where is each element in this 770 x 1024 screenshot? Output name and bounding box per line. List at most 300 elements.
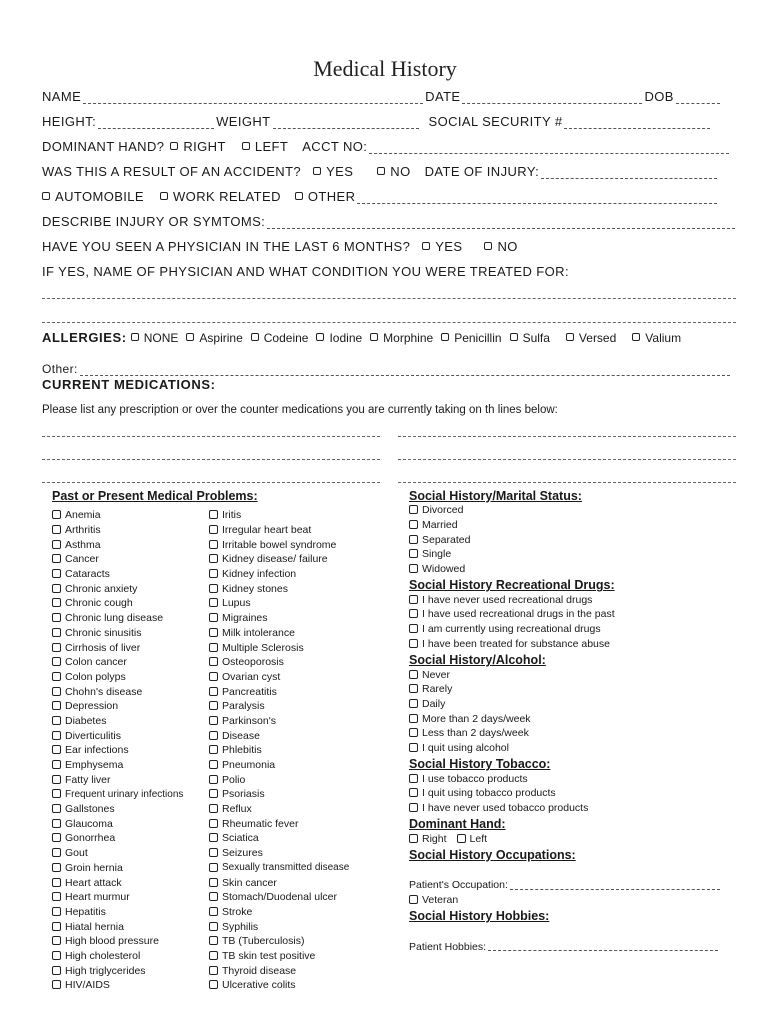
checkbox-icon[interactable] xyxy=(409,520,418,529)
checkbox-label: I quit using alcohol xyxy=(422,741,509,754)
checkbox-label: Seizures xyxy=(222,847,263,860)
checkbox-icon[interactable] xyxy=(131,333,139,341)
checkbox-label: Pancreatitis xyxy=(222,685,277,698)
checkbox-item[interactable] xyxy=(209,655,349,670)
checkbox-item[interactable] xyxy=(52,846,183,861)
checkbox-label: Fatty liver xyxy=(65,773,111,786)
checkbox-label: High cholesterol xyxy=(65,949,141,962)
allergy-option[interactable]: Codeine xyxy=(251,331,309,345)
checkbox-item[interactable] xyxy=(209,596,349,611)
checkbox-icon[interactable] xyxy=(52,775,61,784)
checkbox-icon[interactable] xyxy=(409,803,418,812)
checkbox-item[interactable] xyxy=(209,581,349,596)
checkbox-item[interactable] xyxy=(409,607,749,622)
checkbox-item[interactable] xyxy=(209,978,349,993)
checkbox-icon[interactable] xyxy=(209,510,218,519)
other-option[interactable]: OTHER xyxy=(295,189,356,204)
checkbox-item[interactable] xyxy=(209,714,349,729)
checkbox-item[interactable] xyxy=(209,772,349,787)
checkbox-icon[interactable] xyxy=(52,584,61,593)
checkbox-icon[interactable] xyxy=(52,878,61,887)
checkbox-label: Heart murmur xyxy=(65,891,130,904)
checkbox-icon[interactable] xyxy=(409,670,418,679)
checkbox-icon[interactable] xyxy=(209,584,218,593)
right-option[interactable]: RIGHT xyxy=(170,139,225,154)
ssn-label: SOCIAL SECURITY # xyxy=(428,114,563,129)
marital-heading: Social History/Marital Status: xyxy=(409,489,582,503)
checkbox-label: Cirrhosis of liver xyxy=(65,641,141,654)
checkbox-icon[interactable] xyxy=(209,878,218,887)
checkbox-icon[interactable] xyxy=(52,598,61,607)
checkbox-item[interactable] xyxy=(409,622,749,637)
checkbox-icon[interactable] xyxy=(409,505,418,514)
checkbox-icon[interactable] xyxy=(209,951,218,960)
allergy-option[interactable]: Iodine xyxy=(316,331,362,345)
checkbox-label: Sexually transmitted disease xyxy=(222,862,350,874)
checkbox-item[interactable] xyxy=(52,552,183,567)
checkbox-item[interactable] xyxy=(409,697,749,712)
allergy-option[interactable]: Morphine xyxy=(370,331,433,345)
checkbox-icon[interactable] xyxy=(209,643,218,652)
checkbox-icon[interactable] xyxy=(52,554,61,563)
checkbox-item[interactable] xyxy=(52,875,183,890)
date-label: DATE xyxy=(425,89,461,104)
describe-field[interactable] xyxy=(267,216,735,229)
occupation-field[interactable] xyxy=(510,881,720,890)
checkbox-item[interactable] xyxy=(409,771,749,786)
checkbox-icon[interactable] xyxy=(209,657,218,666)
checkbox-label: Polio xyxy=(222,773,246,786)
checkbox-item[interactable] xyxy=(209,875,349,890)
checkbox-icon[interactable] xyxy=(409,535,418,544)
checkbox-icon[interactable] xyxy=(251,333,259,341)
checkbox-icon[interactable] xyxy=(409,684,418,693)
medications-instructions: Please list any prescription or over the counter medications you are currently taking on th lines below: xyxy=(42,404,558,416)
checkbox-item[interactable] xyxy=(209,728,349,743)
medical-problems-heading-wrap xyxy=(52,486,258,503)
checkbox-label: Parkinson's xyxy=(222,714,276,727)
checkbox-label: Paralysis xyxy=(222,700,265,713)
checkbox-icon[interactable] xyxy=(409,834,418,843)
checkbox-icon[interactable] xyxy=(409,714,418,723)
checkbox-icon[interactable] xyxy=(52,510,61,519)
checkbox-icon[interactable] xyxy=(209,731,218,740)
describe-row xyxy=(42,209,737,229)
checkbox-icon[interactable] xyxy=(242,142,250,150)
checkbox-icon[interactable] xyxy=(52,892,61,901)
checkbox-label: Osteoporosis xyxy=(222,656,284,669)
veteran-row[interactable] xyxy=(409,893,749,908)
checkbox-item[interactable] xyxy=(52,831,183,846)
medications-heading: CURRENT MEDICATIONS: xyxy=(42,377,216,392)
checkbox-item[interactable] xyxy=(409,503,749,518)
checkbox-label: Thyroid disease xyxy=(222,964,297,977)
checkbox-item[interactable] xyxy=(209,787,349,802)
checkbox-icon[interactable] xyxy=(209,672,218,681)
checkbox-icon[interactable] xyxy=(209,613,218,622)
checkbox-label: Never xyxy=(422,668,451,681)
checkbox-label: Sciatica xyxy=(222,832,259,845)
checkbox-item[interactable] xyxy=(209,802,349,817)
checkbox-label: Psoriasis xyxy=(222,788,265,801)
checkbox-label: Chronic lung disease xyxy=(65,612,164,625)
dob-field[interactable] xyxy=(676,91,720,104)
checkbox-item[interactable] xyxy=(209,934,349,949)
checkbox-icon[interactable] xyxy=(484,242,492,250)
checkbox-icon[interactable] xyxy=(441,333,449,341)
checkbox-icon[interactable] xyxy=(209,525,218,534)
checkbox-item[interactable] xyxy=(409,532,749,547)
checkbox-icon[interactable] xyxy=(209,922,218,931)
checkbox-icon[interactable] xyxy=(409,788,418,797)
checkbox-label: More than 2 days/week xyxy=(422,712,531,725)
checkbox-icon[interactable] xyxy=(209,907,218,916)
checkbox-item[interactable] xyxy=(209,743,349,758)
checkbox-icon[interactable] xyxy=(52,657,61,666)
checkbox-item[interactable] xyxy=(209,552,349,567)
checkbox-item[interactable] xyxy=(52,816,183,831)
checkbox-icon[interactable] xyxy=(209,745,218,754)
physician-line-2[interactable] xyxy=(42,322,736,323)
checkbox-icon[interactable] xyxy=(370,333,378,341)
allergy-option[interactable]: Versed xyxy=(566,331,616,345)
checkbox-icon[interactable] xyxy=(52,701,61,710)
checkbox-icon[interactable] xyxy=(209,775,218,784)
hand-options-row xyxy=(409,831,749,846)
medications-instructions-row xyxy=(42,396,558,416)
checkbox-icon[interactable] xyxy=(52,863,61,872)
medication-line[interactable] xyxy=(42,459,380,460)
medical-problems-col1 xyxy=(52,508,183,993)
checkbox-item[interactable] xyxy=(409,667,749,682)
name-field[interactable] xyxy=(83,91,423,104)
checkbox-item[interactable] xyxy=(409,682,749,697)
tobacco-heading: Social History Tobacco: xyxy=(409,757,551,772)
checkbox-label: Colon polyps xyxy=(65,670,126,683)
checkbox-icon[interactable] xyxy=(409,774,418,783)
checkbox-icon[interactable] xyxy=(409,595,418,604)
checkbox-item[interactable] xyxy=(209,537,349,552)
checkbox-item[interactable] xyxy=(52,655,183,670)
checkbox-item[interactable] xyxy=(52,581,183,596)
checkbox-item[interactable] xyxy=(52,743,183,758)
checkbox-icon[interactable] xyxy=(409,639,418,648)
checkbox-item[interactable] xyxy=(52,670,183,685)
checkbox-icon[interactable] xyxy=(52,745,61,754)
checkbox-item[interactable] xyxy=(52,537,183,552)
accident-yes-option[interactable]: YES xyxy=(313,164,353,179)
checkbox-icon[interactable] xyxy=(632,333,640,341)
checkbox-label: Divorced xyxy=(422,504,464,517)
acct-field[interactable] xyxy=(369,141,729,154)
physician-followup-row xyxy=(42,259,569,279)
checkbox-icon[interactable] xyxy=(160,192,168,200)
height-field[interactable] xyxy=(98,116,214,129)
checkbox-label: Chronic cough xyxy=(65,597,133,610)
checkbox-icon[interactable] xyxy=(52,936,61,945)
checkbox-icon[interactable] xyxy=(52,569,61,578)
checkbox-label: HIV/AIDS xyxy=(65,979,110,992)
checkbox-label: Single xyxy=(422,548,452,561)
checkbox-icon[interactable] xyxy=(52,922,61,931)
checkbox-item[interactable] xyxy=(209,670,349,685)
checkbox-icon[interactable] xyxy=(52,731,61,740)
allergies-label: ALLERGIES: xyxy=(42,330,127,345)
checkbox-icon[interactable] xyxy=(52,907,61,916)
checkbox-item[interactable] xyxy=(209,523,349,538)
checkbox-item[interactable] xyxy=(52,567,183,582)
checkbox-item[interactable] xyxy=(52,905,183,920)
date-field[interactable] xyxy=(462,91,642,104)
checkbox-item[interactable] xyxy=(209,611,349,626)
checkbox-item[interactable] xyxy=(52,802,183,817)
allergy-option[interactable]: Penicillin xyxy=(441,331,501,345)
checkbox-item[interactable] xyxy=(209,846,349,861)
checkbox-label: Colon cancer xyxy=(65,656,127,669)
checkbox-item[interactable] xyxy=(209,919,349,934)
checkbox-icon[interactable] xyxy=(52,951,61,960)
checkbox-icon[interactable] xyxy=(409,609,418,618)
acct-label: ACCT NO: xyxy=(302,139,368,154)
checkbox-item[interactable] xyxy=(409,547,749,562)
checkbox-item[interactable] xyxy=(52,596,183,611)
automobile-option[interactable]: AUTOMOBILE xyxy=(42,189,144,204)
checkbox-label: Milk intolerance xyxy=(222,626,295,639)
checkbox-label: Emphysema xyxy=(65,759,124,772)
checkbox-icon[interactable] xyxy=(52,760,61,769)
checkbox-label: Married xyxy=(422,519,458,532)
checkbox-icon[interactable] xyxy=(52,613,61,622)
hobbies-row xyxy=(409,939,749,954)
drugs-heading: Social History Recreational Drugs: xyxy=(409,578,615,593)
checkbox-item[interactable] xyxy=(209,699,349,714)
checkbox-icon[interactable] xyxy=(209,804,218,813)
checkbox-item[interactable] xyxy=(52,861,183,876)
checkbox-icon[interactable] xyxy=(510,333,518,341)
checkbox-item[interactable] xyxy=(209,758,349,773)
physician-no-option[interactable]: NO xyxy=(484,239,517,254)
checkbox-item[interactable] xyxy=(52,978,183,993)
medication-line[interactable] xyxy=(42,436,380,437)
checkbox-label: Gonorrhea xyxy=(65,832,116,845)
checkbox-label: High triglycerides xyxy=(65,964,146,977)
checkbox-icon[interactable] xyxy=(209,789,218,798)
allergy-other-label: Other: xyxy=(42,362,78,376)
checkbox-icon[interactable] xyxy=(209,966,218,975)
checkbox-icon[interactable] xyxy=(209,819,218,828)
checkbox-icon[interactable] xyxy=(52,833,61,842)
weight-field[interactable] xyxy=(273,116,419,129)
checkbox-icon[interactable] xyxy=(209,569,218,578)
checkbox-item[interactable] xyxy=(209,640,349,655)
name-row xyxy=(42,84,722,104)
checkbox-item[interactable] xyxy=(209,890,349,905)
checkbox-item[interactable] xyxy=(209,816,349,831)
checkbox-label: Less than 2 days/week xyxy=(422,727,529,740)
checkbox-icon[interactable] xyxy=(209,540,218,549)
allergy-option[interactable]: Sulfa xyxy=(510,331,550,345)
checkbox-label: Irregular heart beat xyxy=(222,524,312,537)
accident-no-option[interactable]: NO xyxy=(377,164,410,179)
hobbies-field[interactable] xyxy=(488,942,718,951)
checkbox-label: Hiatal hernia xyxy=(65,920,124,933)
checkbox-item[interactable] xyxy=(52,758,183,773)
checkbox-icon[interactable] xyxy=(52,643,61,652)
medication-line[interactable] xyxy=(398,436,736,437)
checkbox-item[interactable] xyxy=(52,890,183,905)
checkbox-icon[interactable] xyxy=(409,564,418,573)
checkbox-icon[interactable] xyxy=(409,624,418,633)
checkbox-item[interactable] xyxy=(209,963,349,978)
accident-type-row xyxy=(42,184,719,204)
checkbox-icon[interactable] xyxy=(209,598,218,607)
checkbox-icon[interactable] xyxy=(295,192,303,200)
other-field[interactable] xyxy=(357,191,717,204)
checkbox-item[interactable] xyxy=(52,640,183,655)
medication-line[interactable] xyxy=(42,482,380,483)
checkbox-icon[interactable] xyxy=(313,167,321,175)
checkbox-item[interactable] xyxy=(52,523,183,538)
checkbox-label: Anemia xyxy=(65,509,101,522)
checkbox-item[interactable] xyxy=(209,949,349,964)
checkbox-label: High blood pressure xyxy=(65,935,159,948)
checkbox-icon[interactable] xyxy=(409,728,418,737)
checkbox-icon[interactable] xyxy=(457,834,466,843)
physician-yes-option[interactable]: YES xyxy=(422,239,462,254)
allergy-option[interactable]: NONE xyxy=(131,331,179,345)
checkbox-item[interactable] xyxy=(409,592,749,607)
allergy-option[interactable]: Valium xyxy=(632,331,681,345)
checkbox-item[interactable] xyxy=(409,726,749,741)
checkbox-icon[interactable] xyxy=(209,833,218,842)
checkbox-label: Reflux xyxy=(222,803,252,816)
checkbox-label: Diabetes xyxy=(65,714,107,727)
checkbox-item[interactable] xyxy=(52,934,183,949)
checkbox-label: Arthritis xyxy=(65,524,101,537)
checkbox-label: Ovarian cyst xyxy=(222,670,281,683)
checkbox-icon[interactable] xyxy=(52,819,61,828)
medication-line[interactable] xyxy=(398,459,736,460)
checkbox-item[interactable] xyxy=(409,518,749,533)
checkbox-item[interactable] xyxy=(52,728,183,743)
checkbox-item[interactable] xyxy=(209,684,349,699)
checkbox-label: Stomach/Duodenal ulcer xyxy=(222,891,337,904)
checkbox-icon[interactable] xyxy=(170,142,178,150)
checkbox-item[interactable] xyxy=(52,699,183,714)
checkbox-icon[interactable] xyxy=(377,167,385,175)
weight-label: WEIGHT xyxy=(216,114,271,129)
checkbox-item[interactable] xyxy=(52,772,183,787)
checkbox-icon[interactable] xyxy=(209,628,218,637)
medications-heading-row xyxy=(42,372,216,392)
checkbox-icon[interactable] xyxy=(209,554,218,563)
checkbox-item[interactable] xyxy=(52,626,183,641)
checkbox-item[interactable] xyxy=(409,786,749,801)
checkbox-item[interactable] xyxy=(209,831,349,846)
hand-left-label: Left xyxy=(469,832,488,845)
checkbox-icon[interactable] xyxy=(52,980,61,989)
checkbox-icon[interactable] xyxy=(52,716,61,725)
checkbox-icon[interactable] xyxy=(52,628,61,637)
height-row xyxy=(42,109,712,129)
checkbox-item[interactable] xyxy=(52,963,183,978)
medication-line[interactable] xyxy=(398,482,736,483)
checkbox-item[interactable] xyxy=(209,905,349,920)
checkbox-icon[interactable] xyxy=(52,540,61,549)
checkbox-icon[interactable] xyxy=(209,760,218,769)
checkbox-icon[interactable] xyxy=(409,895,418,904)
veteran-label: Veteran xyxy=(422,894,459,907)
checkbox-label: Kidney disease/ failure xyxy=(222,553,328,566)
checkbox-icon[interactable] xyxy=(209,980,218,989)
checkbox-icon[interactable] xyxy=(422,242,430,250)
checkbox-icon[interactable] xyxy=(209,701,218,710)
checkbox-icon[interactable] xyxy=(409,549,418,558)
checkbox-icon[interactable] xyxy=(52,966,61,975)
checkbox-item[interactable] xyxy=(209,567,349,582)
checkbox-icon[interactable] xyxy=(42,192,50,200)
checkbox-item[interactable] xyxy=(209,626,349,641)
allergy-option[interactable]: Aspirine xyxy=(186,331,242,345)
ssn-field[interactable] xyxy=(564,116,710,129)
checkbox-item[interactable] xyxy=(209,861,349,876)
checkbox-item[interactable] xyxy=(409,637,749,652)
checkbox-label: TB skin test positive xyxy=(222,949,316,962)
checkbox-item[interactable] xyxy=(52,919,183,934)
checkbox-item[interactable] xyxy=(52,684,183,699)
checkbox-icon[interactable] xyxy=(316,333,324,341)
checkbox-icon[interactable] xyxy=(52,789,61,798)
checkbox-item[interactable] xyxy=(52,508,183,523)
checkbox-icon[interactable] xyxy=(52,804,61,813)
checkbox-icon[interactable] xyxy=(566,333,574,341)
checkbox-label: Kidney infection xyxy=(222,568,297,581)
checkbox-item[interactable] xyxy=(409,711,749,726)
social-history-column xyxy=(409,486,749,954)
date-of-injury-field[interactable] xyxy=(541,166,717,179)
checkbox-icon[interactable] xyxy=(52,525,61,534)
checkbox-icon[interactable] xyxy=(209,892,218,901)
checkbox-icon[interactable] xyxy=(209,716,218,725)
checkbox-label: Heart attack xyxy=(65,876,122,889)
checkbox-icon[interactable] xyxy=(209,863,218,872)
work-related-option[interactable]: WORK RELATED xyxy=(160,189,281,204)
checkbox-item[interactable] xyxy=(409,562,749,577)
checkbox-item[interactable] xyxy=(409,801,749,816)
checkbox-icon[interactable] xyxy=(209,848,218,857)
checkbox-label: I have been treated for substance abuse xyxy=(422,637,610,650)
checkbox-label: Migraines xyxy=(222,612,268,625)
checkbox-item[interactable] xyxy=(52,611,183,626)
checkbox-item[interactable] xyxy=(52,787,183,802)
checkbox-icon[interactable] xyxy=(409,699,418,708)
checkbox-icon[interactable] xyxy=(209,936,218,945)
physician-line-1[interactable] xyxy=(42,298,736,299)
checkbox-label: Chronic sinusitis xyxy=(65,626,142,639)
checkbox-item[interactable] xyxy=(52,949,183,964)
checkbox-item[interactable] xyxy=(409,741,749,756)
checkbox-icon[interactable] xyxy=(52,687,61,696)
checkbox-label: Lupus xyxy=(222,597,251,610)
checkbox-item[interactable] xyxy=(209,508,349,523)
checkbox-icon[interactable] xyxy=(186,333,194,341)
checkbox-icon[interactable] xyxy=(209,687,218,696)
checkbox-icon[interactable] xyxy=(52,848,61,857)
checkbox-icon[interactable] xyxy=(409,743,418,752)
checkbox-item[interactable] xyxy=(52,714,183,729)
left-option[interactable]: LEFT xyxy=(242,139,288,154)
checkbox-icon[interactable] xyxy=(52,672,61,681)
